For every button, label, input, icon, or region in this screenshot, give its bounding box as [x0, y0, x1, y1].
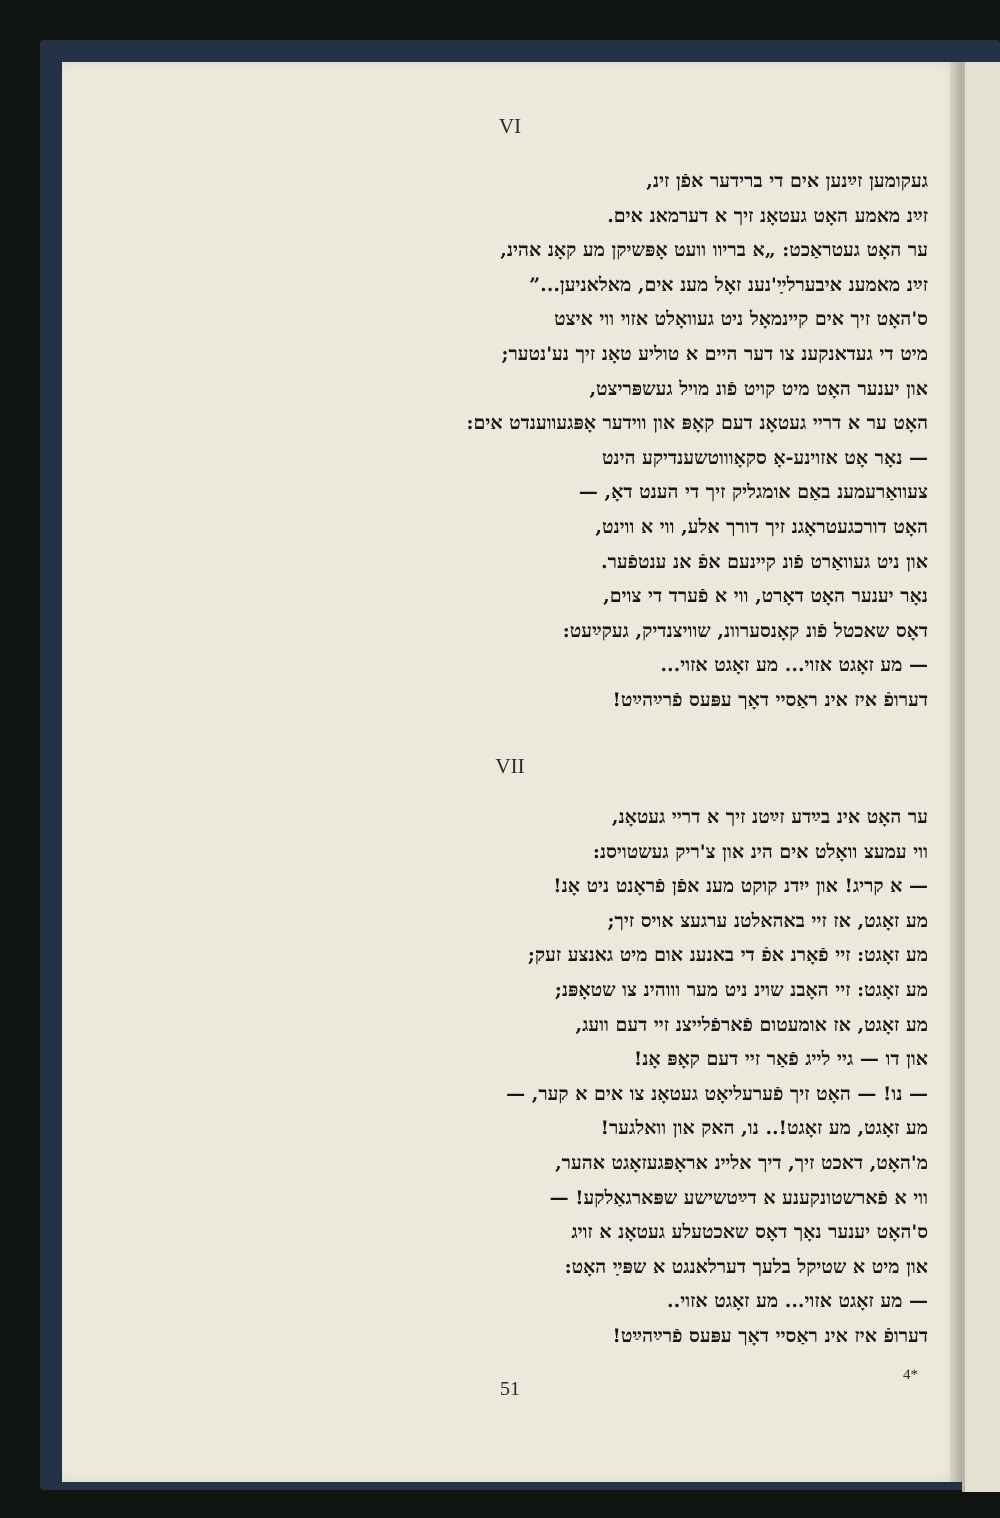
verse-line: און ניט געוואַרט פֿונ קײנעם אפֿ אנ ענטפֿער. [600, 550, 928, 573]
verse-line: האָט דורכגעטראָגנ זיך דורך אלע, ווי א ווינט, [595, 515, 928, 538]
verse-line: ווי א פֿארשטונקענע א דײַטשישע שפּארגאַלקע! — [549, 1186, 928, 1209]
verse-line: — מע זאָגט אזוי... מע זאָגט אזוי... [660, 654, 928, 677]
verse-line: — א קריג! און ייִדנ קוקט מענ אפֿן פֿראָנט ניט אָנ! [553, 875, 928, 898]
verse-line: — מע זאָגט אזוי... מע זאָגט אזוי.. [667, 1290, 928, 1313]
verse-line: מע זאָגט, אז אומעטום פֿארפֿלייצנ זיי דעם וועג, [575, 1013, 928, 1036]
section-heading-vii: VII [495, 754, 525, 778]
verse-line: און יענער האָט מיט קויט פֿונ מויל געשפּריצט, [589, 377, 928, 400]
verse-line: דערופֿ איז אינ ראַסיי דאָך עפּעס פֿרײַהײַט! [612, 1324, 928, 1347]
verse-line: מע זאָגט: זיי פֿאָרנ אפֿ די באנענ אום מיט גאנצע זעק; [527, 944, 928, 967]
stanza-vi [466, 164, 928, 718]
verse-line: נאָר יענער האָט דאָרט, ווי א פֿערד די צוים, [603, 585, 928, 608]
verse-line: זײַנ מאמענ איבערלײַ'נענ זאָל מענ אים, מאלאניען...” [529, 273, 928, 296]
stanza-vii [506, 800, 928, 1354]
verse-line: מ'האָט, דאכט זיך, דיך אלײנ אראָפּגעזאָגט אהער, [555, 1151, 928, 1174]
verse-line: ער האָט אינ בײַדע זײַטנ זיך א דריי געטאָנ, [611, 806, 928, 828]
verse-line: מע זאָגט, מע זאָגט!.. נו, האק און וואלגער! [600, 1117, 928, 1140]
verse-line: ווי עמעצ וואָלט אים הינ און צ'ריק געשטויסנ: [592, 840, 928, 863]
verse-line: געקומען זײַנען אים די ברידער אפֿן זינ, [646, 170, 928, 192]
verse-line: צעוואַרעמענ באַם אומגליק זיך די הענט דאָ, — [578, 481, 928, 504]
verse-line: — נאָר אָט אזוינע-אָ סקאָוווטשענדיקע הינט [601, 446, 928, 469]
verse-line: ס'האָט זיך אים קײנמאָל ניט געוואָלט אזוי ווי איצט [554, 308, 928, 331]
signature-mark: 4* [903, 1367, 918, 1383]
verse-line: און דו — גיי לייג פֿאַר זיי דעם קאָפּ אָנ! [633, 1048, 928, 1071]
verse-line: מע זאָגט, אז זיי באהאלטנ ערגעצ אויס זיך; [607, 909, 928, 932]
verse-line: ס'האָט יענער נאָך דאָס שאכטעלע געטאָנ א זויג [571, 1221, 928, 1244]
verse-line: ער האָט געטראַכט: „א בריוו וועט אָפּשיקן מע קאָנ אהינ, [500, 239, 928, 262]
section-heading-vi: VI [498, 114, 522, 138]
verse-line: דאָס שאכטל פֿונ קאָנסערוונ, שוויצנדיק, געקײַעט: [562, 619, 928, 642]
verse-line: דערופֿ איז אינ ראַסיי דאָך עפּעס פֿרײַהײַט! [612, 688, 928, 711]
verse-line: זײַנ מאמע האָט געטאָנ זיך א דערמאנ אים. [607, 204, 928, 227]
next-page-edge [962, 62, 1000, 1492]
verse-line: מיט די געדאנקענ צו דער היים א טוליע טאָנ זיך נע'נטער; [501, 342, 928, 365]
page-number: 51 [500, 1378, 520, 1400]
verse-line: און מיט א שטיקל בלעך דערלאנגט א שפּײַ האָט: [564, 1255, 928, 1278]
verse-line: — נו! — האָט זיך פֿערעליאָט געטאָנ צו אים א קער, — [506, 1082, 928, 1105]
verse-line: האָט ער א דריי געטאָנ דעם קאָפּ און ווידער אָפּגעווענדט אים: [466, 412, 928, 435]
verse-line: מע זאָגט: זיי האָבנ שוינ ניט מער וווהינ צו שטאָפּנ; [554, 978, 928, 1001]
